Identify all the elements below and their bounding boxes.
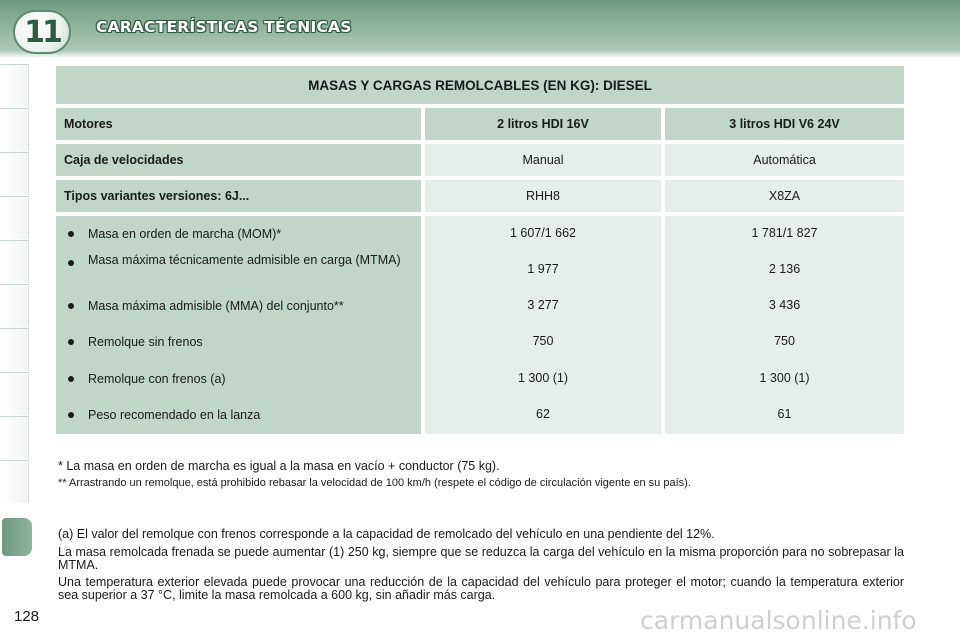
chapter-tab[interactable]	[0, 372, 29, 415]
mass-value: 3 277	[527, 298, 559, 312]
bullet-icon	[68, 376, 74, 382]
cell-variant-1: RHH8	[425, 180, 661, 212]
bullet-icon	[68, 231, 74, 237]
chapter-tab[interactable]	[0, 284, 29, 327]
mass-labels-block	[56, 216, 421, 434]
mass-item-label: Masa en orden de marcha (MOM)*	[88, 227, 282, 241]
mass-item-label: Remolque con frenos (a)	[88, 372, 226, 386]
mass-value: 750	[532, 334, 554, 348]
bullet-icon	[68, 412, 74, 418]
row-label-variants: Tipos variantes versiones: 6J...	[56, 180, 421, 212]
mass-item	[56, 298, 421, 314]
mass-item	[56, 371, 421, 387]
mass-item-label: Masa máxima técnicamente admisible en carga (MTMA)	[88, 253, 401, 267]
chapter-tab-active[interactable]	[2, 518, 32, 556]
bullet-icon	[68, 303, 74, 309]
footnote-mom: * La masa en orden de marcha es igual a la masa en vacío + conductor (75 kg).	[58, 459, 500, 473]
chapter-tab[interactable]	[0, 64, 29, 107]
mass-value: 62	[536, 407, 550, 421]
chapter-tab[interactable]	[0, 240, 29, 283]
cell-variant-2: X8ZA	[665, 180, 904, 212]
paragraph-temperature: Una temperatura exterior elevada puede provocar una reducción de la capacidad del vehículo para proteger el motor; cuando la temperatura exterior sea superior a 37 °C, limite la masa remolcada a 600 kg, sin añadir más carga.	[58, 575, 904, 602]
cell-gearbox-1: Manual	[425, 144, 661, 176]
cell-gearbox-2: Automática	[665, 144, 904, 176]
mass-value: 1 300 (1)	[517, 371, 569, 385]
mass-value: 750	[774, 334, 795, 348]
mass-values-engine-2	[665, 216, 904, 434]
mass-value: 3 436	[768, 298, 801, 312]
mass-item	[56, 334, 421, 350]
chapter-tab[interactable]	[0, 152, 29, 195]
chapter-tab[interactable]	[0, 416, 29, 459]
row-label-motores: Motores	[56, 108, 421, 140]
watermark: carmanualsonline.info	[640, 606, 917, 635]
header-cell-engine-2: 3 litros HDI V6 24V	[665, 108, 904, 140]
chapter-tab[interactable]	[0, 460, 29, 503]
chapter-thumb-tabs	[0, 64, 34, 542]
mass-item-label: Remolque sin frenos	[88, 335, 203, 349]
bullet-icon	[68, 339, 74, 345]
mass-value: 1 300 (1)	[759, 371, 810, 385]
footnote-speed-limit: ** Arrastrando un remolque, está prohibido rebasar la velocidad de 100 km/h (respete el código de circulación vigente en su país).	[58, 477, 691, 489]
chapter-number-badge: 11	[13, 10, 71, 54]
paragraph-braked-trailer: (a) El valor del remolque con frenos corresponde a la capacidad de remolcado del vehículo en una pendiente del 12%.	[58, 527, 715, 541]
mass-value: 61	[777, 407, 792, 421]
table-title: MASAS Y CARGAS REMOLCABLES (EN KG): DIESEL	[56, 66, 904, 104]
header-cell-engine-1: 2 litros HDI 16V	[425, 108, 661, 140]
mass-item-label: Masa máxima admisible (MMA) del conjunto**	[88, 299, 344, 313]
chapter-title: CARACTERÍSTICAS TÉCNICAS	[96, 18, 352, 36]
mass-value: 2 136	[768, 262, 801, 276]
mass-item	[56, 407, 421, 423]
mass-item	[56, 226, 421, 242]
mass-values-engine-1	[425, 216, 661, 434]
chapter-tab[interactable]	[0, 196, 29, 239]
bullet-icon	[68, 260, 74, 266]
mass-item-label: Peso recomendado en la lanza	[88, 408, 261, 422]
row-label-gearbox: Caja de velocidades	[56, 144, 421, 176]
chapter-tab[interactable]	[0, 108, 29, 151]
mass-value: 1 607/1 662	[509, 226, 577, 240]
header-fade	[0, 50, 960, 58]
mass-value: 1 781/1 827	[751, 226, 818, 240]
paragraph-increase-load: La masa remolcada frenada se puede aumentar (1) 250 kg, siempre que se reduzca la carga del vehículo en la misma proporción para no sobrepasar la MTMA.	[58, 545, 904, 572]
page-number: 128	[14, 608, 40, 625]
chapter-tab[interactable]	[0, 328, 29, 371]
mass-item	[56, 254, 421, 284]
mass-value: 1 977	[527, 262, 559, 276]
